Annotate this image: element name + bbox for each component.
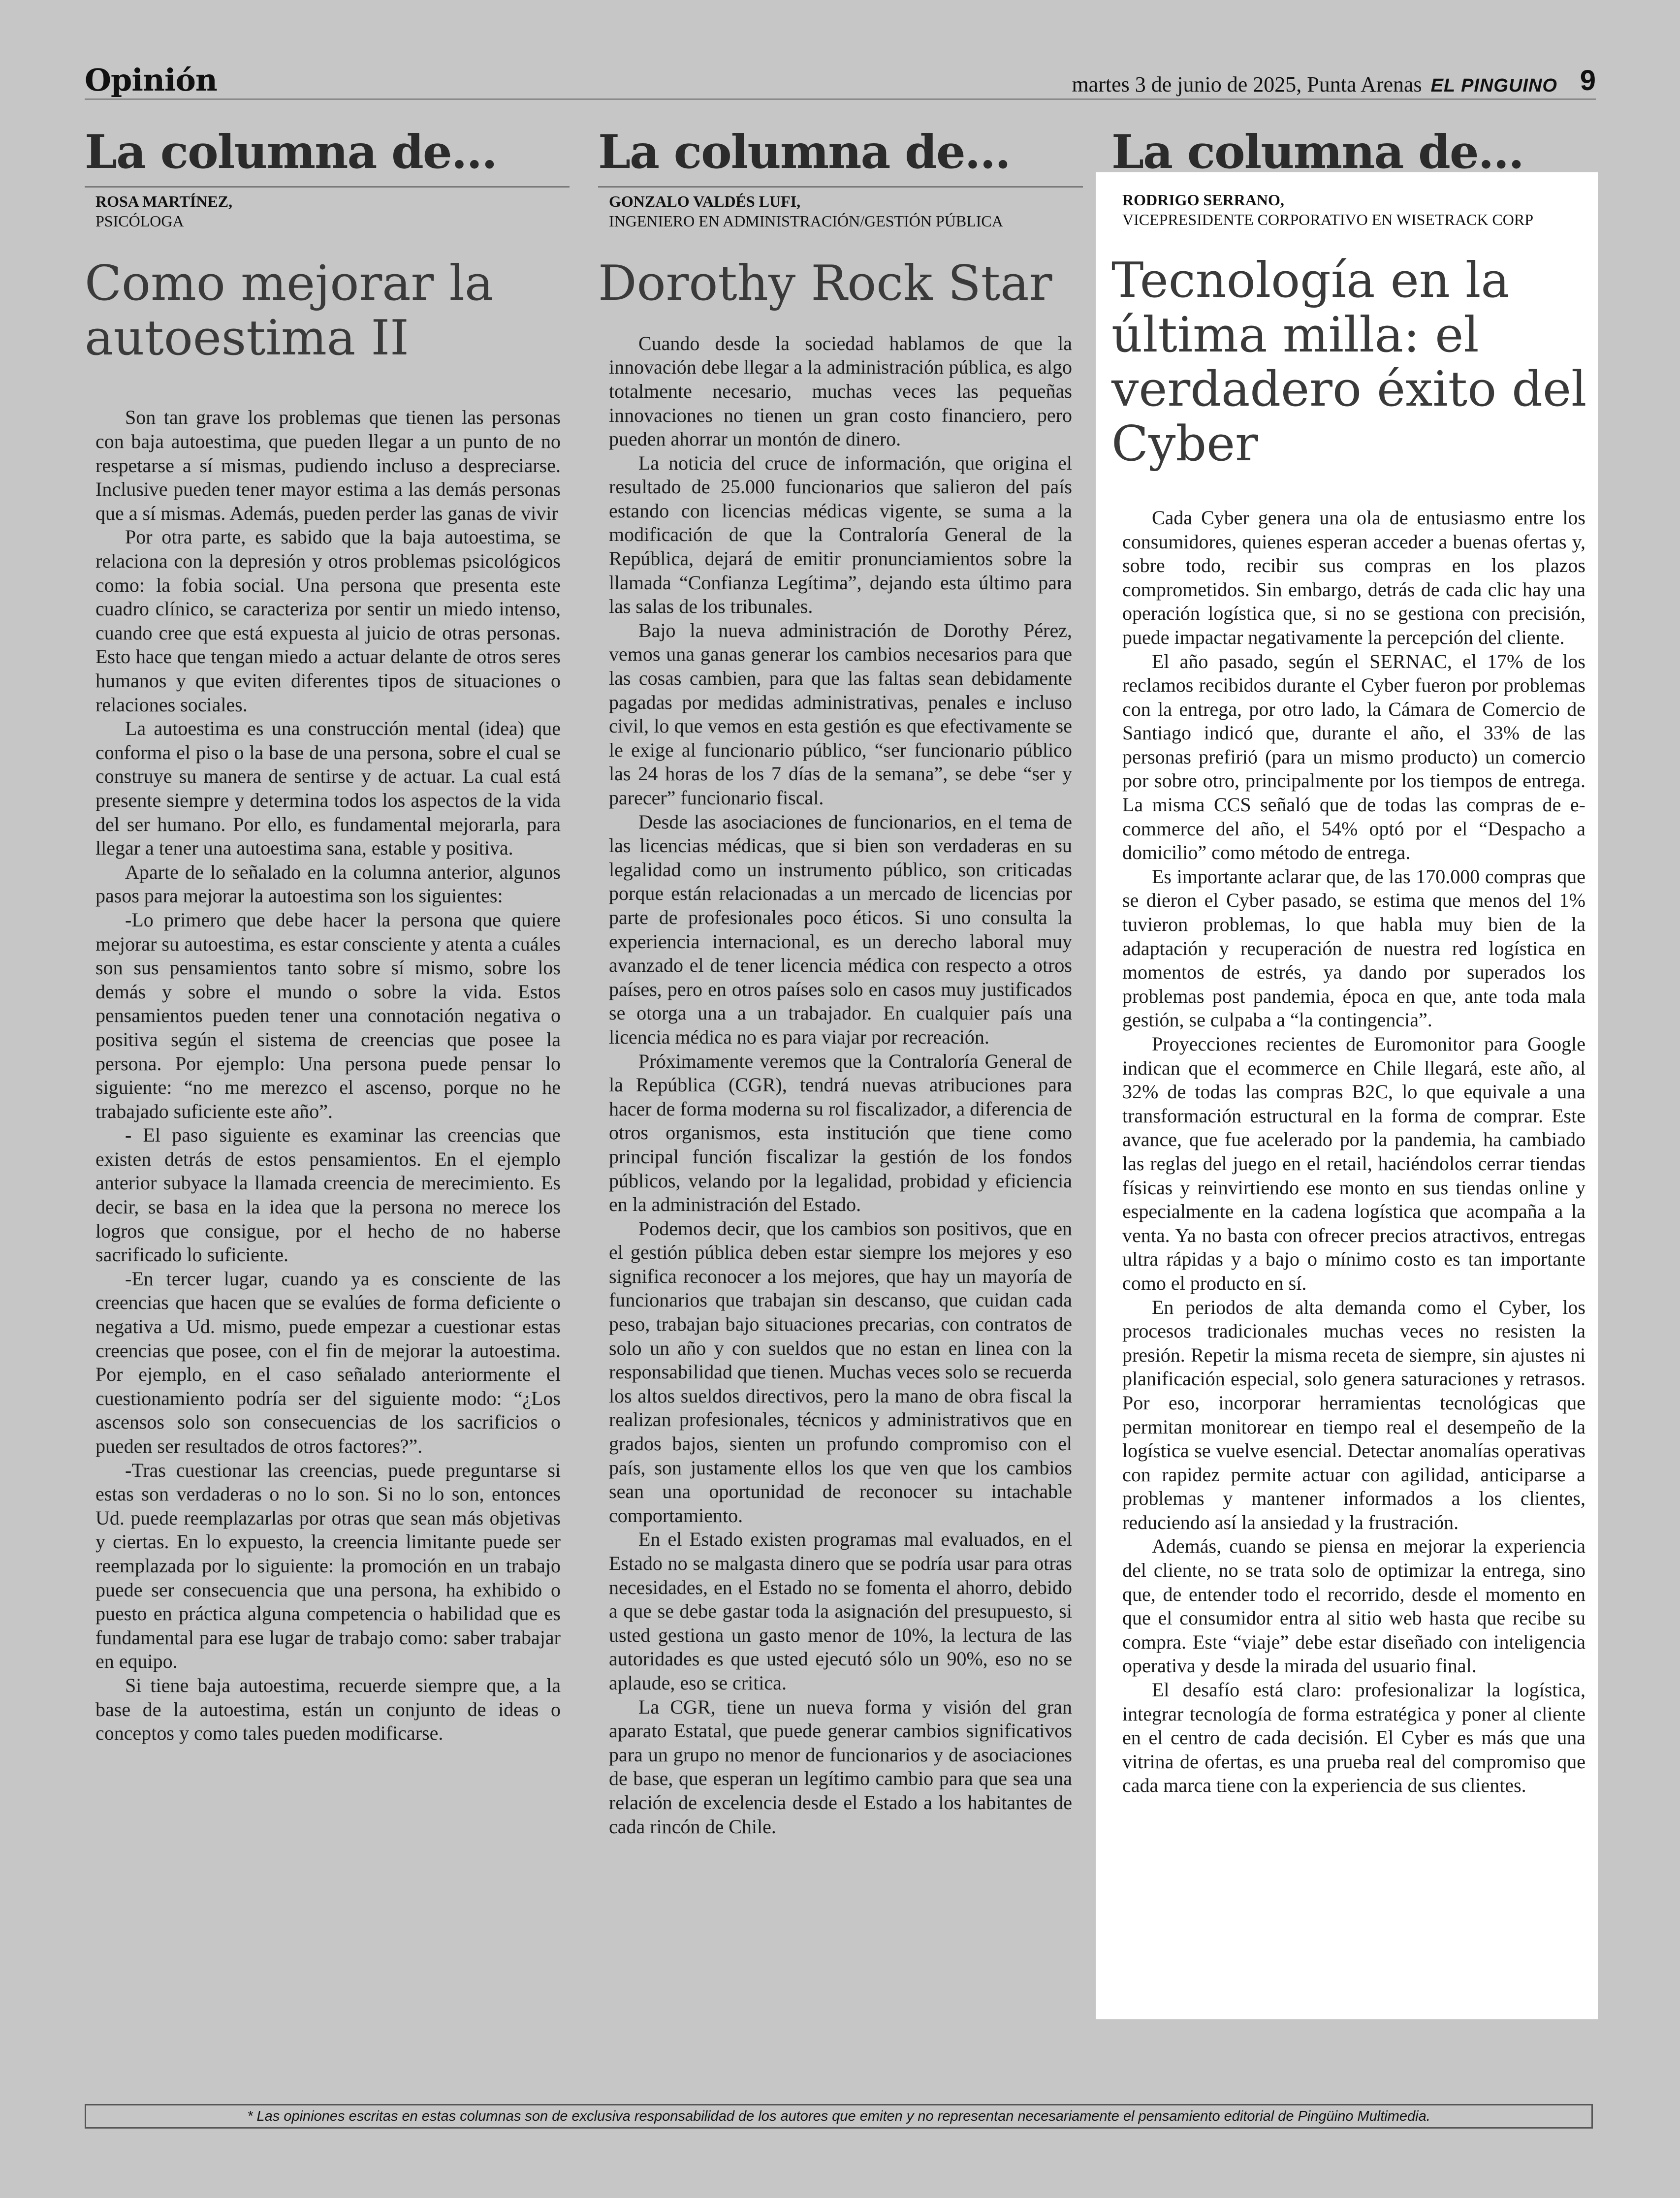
paragraph: Desde las asociaciones de funcionarios, en el tema de las licencias médicas, que si bien son verdaderas en su legalidad como un instrumento público, son criticadas porque están relacionadas a un mercado de licencias por parte de profesionales poco éticos. Si uno consulta la experiencia internacional, es un derecho laboral muy avanzado el de tener licencia médica con respecto a otros países, pero en otros países solo en casos muy justificados se otorga una a un trabajador. En cualquier país una licencia médica no es para viajar por recreación.	[609, 810, 1072, 1048]
paragraph: Es importante aclarar que, de las 170.000 compras que se dieron el Cyber pasado, se estima que menos del 1% tuvieron problemas, lo que habla muy bien de la adaptación y recuperación de nuestra red logística en momentos de estrés, ya dando por superados los problemas post pandemia, época en que, ante toda mala gestión, se culpaba a “la contingencia”.	[1122, 865, 1585, 1031]
paragraph: La CGR, tiene un nueva forma y visión del gran aparato Estatal, que puede generar cambios significativos para un grupo no menor de funcionarios y de asociaciones de base, que esperan un legítimo cambio para que sea una relación de excelencia desde el Estado a los habitantes de cada rincón de Chile.	[609, 1695, 1072, 1838]
author-role: PSICÓLOGA	[95, 212, 184, 230]
paragraph: -Tras cuestionar las creencias, puede preguntarse si estas son verdaderas o no lo son. Si no lo son, entonces Ud. puede reemplazarlas por otras que sean más objetivas y ciertas. En lo expuesto, la creencia limitante puede ser reemplazada por lo siguiente: la promoción en un trabajo puede ser consecuencia que una persona, ha exhibido o puesto en práctica alguna competencia o habilidad que es fundamental para ese lugar de trabajo como: saber trabajar en equipo.	[95, 1459, 561, 1673]
paragraph: El desafío está claro: profesionalizar la logística, integrar tecnología de forma estratégica y poner al cliente en el centro de cada decisión. El Cyber es más que una vitrina de ofertas, es una prueba real del compromiso que cada marca tiene con la experiencia de sus clientes.	[1122, 1679, 1585, 1797]
paragraph: Podemos decir, que los cambios son positivos, que en el gestión pública deben estar siempre los mejores y eso significa reconocer a los mejores, que hay un mayoría de funcionarios que trabajan sin descanso, que cuidan cada peso, trabajan bajo situaciones precarias, con contratos de solo un año y con sueldos que no estan en linea con la responsabilidad que tienen. Muchas veces solo se recuerda los altos sueldos directivos, pero la mano de obra fiscal la realizan profesionales, técnicos y administrativos que en grados bajos, sienten un profundo compromiso con el país, son justamente ellos los que ven que los cambios sean una oportunidad de reconocer su intachable comportamiento.	[609, 1217, 1072, 1527]
column-2	[598, 125, 1083, 1839]
date-location: martes 3 de junio de 2025, Punta Arenas	[1072, 72, 1422, 96]
article-body	[85, 406, 570, 1745]
paragraph: -En tercer lugar, cuando ya es consciente de las creencias que hacen que se evalúes de forma deficiente o negativa a Ud. mismo, puede empezar a cuestionar estas creencias que posee, con el fin de mejorar la autoestima. Por ejemplo, en el caso señalado anteriormente el cuestionamiento podría ser del siguiente modo: “¿Los ascensos solo son consecuencias de los sacrificios o pueden ser resultados de otros factores?”.	[95, 1267, 561, 1457]
author-name: RODRIGO SERRANO,	[1122, 191, 1284, 209]
column-title: La columna de...	[598, 125, 1010, 179]
paragraph: La noticia del cruce de información, que origina el resultado de 25.000 funcionarios que salieron del país estando con licencias médicas vigente, se suma a la modificación de que la Contraloría General de la República, dejará de emitir pronunciamientos sobre la llamada “Confianza Legítima”, dejando esta último para las salas de los tribunales.	[609, 451, 1072, 618]
paragraph: Aparte de lo señalado en la columna anterior, algunos pasos para mejorar la autoestima son los siguientes:	[95, 860, 561, 907]
title-rule	[598, 186, 1083, 188]
article-headline: Tecnología en la última milla: el verdadero éxito del Cyber	[1111, 253, 1587, 473]
paragraph: En periodos de alta demanda como el Cyber, los procesos tradicionales muchas veces no resisten la presión. Repetir la misma receta de siempre, sin ajustes ni planificación especial, solo genera saturaciones y retrasos. Por eso, incorporar herramientas tecnológicas que permitan monitorear en tiempo real el desempeño de la logística se vuelve esencial. Detectar anomalías operativas con rapidez permite actuar con agilidad, anticiparse a problemas y mantener informados a los clientes, reduciendo así la ansiedad y la frustración.	[1122, 1296, 1585, 1533]
paragraph: Cada Cyber genera una ola de entusiasmo entre los consumidores, quienes esperan acceder a buenas ofertas y, sobre todo, recibir sus compras en los plazos comprometidos. Sin embargo, detrás de cada clic hay una operación logística que, si no se gestiona con precisión, puede impactar negativamente la percepción del cliente.	[1122, 506, 1585, 648]
author-role: INGENIERO EN ADMINISTRACIÓN/GESTIÓN PÚBLICA	[609, 212, 1003, 230]
paper-name: EL PINGUINO	[1430, 75, 1557, 96]
dateline	[1072, 72, 1557, 97]
paragraph: La autoestima es una construcción mental (idea) que conforma el piso o la base de una persona, sobre el cual se construye su manera de sentirse y de actuar. La cual está presente siempre y determina todos los aspectos de la vida del ser humano. Por ello, es fundamental mejorarla, para llegar a tener una autoestima sana, estable y positiva.	[95, 717, 561, 860]
article-headline: Como mejorar la autoestima II	[85, 255, 494, 366]
column-1	[85, 125, 570, 1746]
paragraph: En el Estado existen programas mal evaluados, en el Estado no se malgasta dinero que se podría usar para otras necesidades, en el Estado no se fomenta el ahorro, debido a que se debe gastar toda la asignación del presupuesto, si usted gestiona un gasto menor de 10%, la lectura de las autoridades es que usted ejecutó sólo un 90%, eso no se aplaude, eso se critica.	[609, 1528, 1072, 1694]
paragraph: - El paso siguiente es examinar las creencias que existen detrás de estos pensamientos. En el ejemplo anterior subyace la llamada creencia de merecimiento. Es decir, se basa en la idea que la persona no merece los logros que consigue, por el hecho de no haberse sacrificado lo suficiente.	[95, 1124, 561, 1266]
column-3-header	[1111, 125, 1596, 229]
paragraph: Son tan grave los problemas que tienen las personas con baja autoestima, que pueden llegar a un punto de no respetarse a sí mismas, pudiendo incluso a despreciarse. Inclusive pueden tener mayor estima a las demás personas que a sí mismas. Además, pueden perder las ganas de vivir	[95, 406, 561, 524]
author-name: ROSA MARTÍNEZ,	[95, 192, 233, 210]
page-header	[85, 58, 1596, 100]
paragraph: Si tiene baja autoestima, recuerde siempre que, a la base de la autoestima, están un conjunto de ideas o conceptos y como tales pueden modificarse.	[95, 1674, 561, 1745]
author-name: GONZALO VALDÉS LUFI,	[609, 192, 801, 210]
article-body	[1111, 506, 1596, 1798]
article-headline: Dorothy Rock Star	[598, 255, 1052, 312]
paragraph: Bajo la nueva administración de Dorothy Pérez, vemos una ganas generar los cambios necesarios para que las cosas cambien, para que las faltas sean debidamente pagadas por medidas administrativas, penales e incluso civil, lo que vemos en esta gestión es que efectivamente se le exige al funcionario público, “ser funcionario público las 24 horas de los 7 días de la semana”, se debe “ser y parecer” funcionario fiscal.	[609, 619, 1072, 809]
title-rule	[85, 186, 570, 188]
author-role: VICEPRESIDENTE CORPORATIVO EN WISETRACK CORP	[1122, 211, 1534, 228]
page-number: 9	[1580, 64, 1596, 96]
article-body	[598, 332, 1083, 1839]
paragraph: -Lo primero que debe hacer la persona que quiere mejorar su autoestima, es estar consciente y atenta a cuáles son sus pensamientos tanto sobre sí mismo, sobre los demás y sobre el mundo o sobre la vida. Estos pensamientos pueden tener una connotación negativa o positiva según el sistema de creencias que posee la persona. Por ejemplo: Una persona puede pensar lo siguiente: “no me merezco el ascenso, porque no he trabajado suficiente este año”.	[95, 908, 561, 1122]
disclaimer-box: * Las opiniones escritas en estas columnas son de exclusiva responsabilidad de los autores que emiten y no representan necesariamente el pensamiento editorial de Pingüino Multimedia.	[85, 2104, 1593, 2129]
paragraph: Además, cuando se piensa en mejorar la experiencia del cliente, no se trata solo de optimizar la entrega, sino que, de entender todo el recorrido, desde el momento en que el consumidor entra al sitio web hasta que recibe su compra. Este “viaje” debe estar diseñado con inteligencia operativa y desde la mirada del usuario final.	[1122, 1535, 1585, 1677]
column-3	[1111, 254, 1596, 1798]
column-title: La columna de...	[1111, 125, 1523, 179]
section-name: Opinión	[85, 62, 217, 98]
paragraph: Por otra parte, es sabido que la baja autoestima, se relaciona con la depresión y otros problemas psicológicos como: la fobia social. Una persona que presenta este cuadro clínico, se caracteriza por sentir un miedo intenso, cuando cree que está expuesta al juicio de otras personas. Esto hace que tengan miedo a actuar delante de otros seres humanos y que eviten diferentes tipos de situaciones o relaciones sociales.	[95, 526, 561, 716]
paragraph: Proyecciones recientes de Euromonitor para Google indican que el ecommerce en Chile llegará, este año, al 32% de todas las compras B2C, lo que equivale a una transformación estructural en la forma de comprar. Este avance, que fue acelerado por la pandemia, ha cambiado las reglas del juego en el retail, haciéndolos cerrar tiendas físicas y reinvirtiendo ese monto en sus tiendas online y especialmente en la cadena logística que acompaña a la venta. Ya no basta con ofrecer precios atractivos, entregas ultra rápidas y a bajo o mínimo costo es tan importante como el producto en sí.	[1122, 1033, 1585, 1294]
column-title: La columna de...	[85, 125, 497, 179]
paragraph: Próximamente veremos que la Contraloría General de la República (CGR), tendrá nuevas atribuciones para hacer de forma moderna su rol fiscalizador, a diferencia de otros organismos, esta institución que tiene como principal función fiscalizar la gestión de los fondos públicos, velando por la legalidad, probidad y eficiencia en la administración del Estado.	[609, 1050, 1072, 1216]
paragraph: El año pasado, según el SERNAC, el 17% de los reclamos recibidos durante el Cyber fueron por problemas con la entrega, por otro lado, la Cámara de Comercio de Santiago indicó que, durante el año, el 33% de las personas prefirió (para un mismo producto) un comercio por sobre otro, principalmente por los tiempos de entrega. La misma CCS señaló que de todas las compras de e-commerce del año, el 54% optó por el “Despacho a domicilio” como método de entrega.	[1122, 650, 1585, 864]
paragraph: Cuando desde la sociedad hablamos de que la innovación debe llegar a la administración pública, es algo totalmente necesario, muchas veces las pequeñas innovaciones no tienen un gran costo financiero, pero pueden ahorrar un montón de dinero.	[609, 332, 1072, 450]
